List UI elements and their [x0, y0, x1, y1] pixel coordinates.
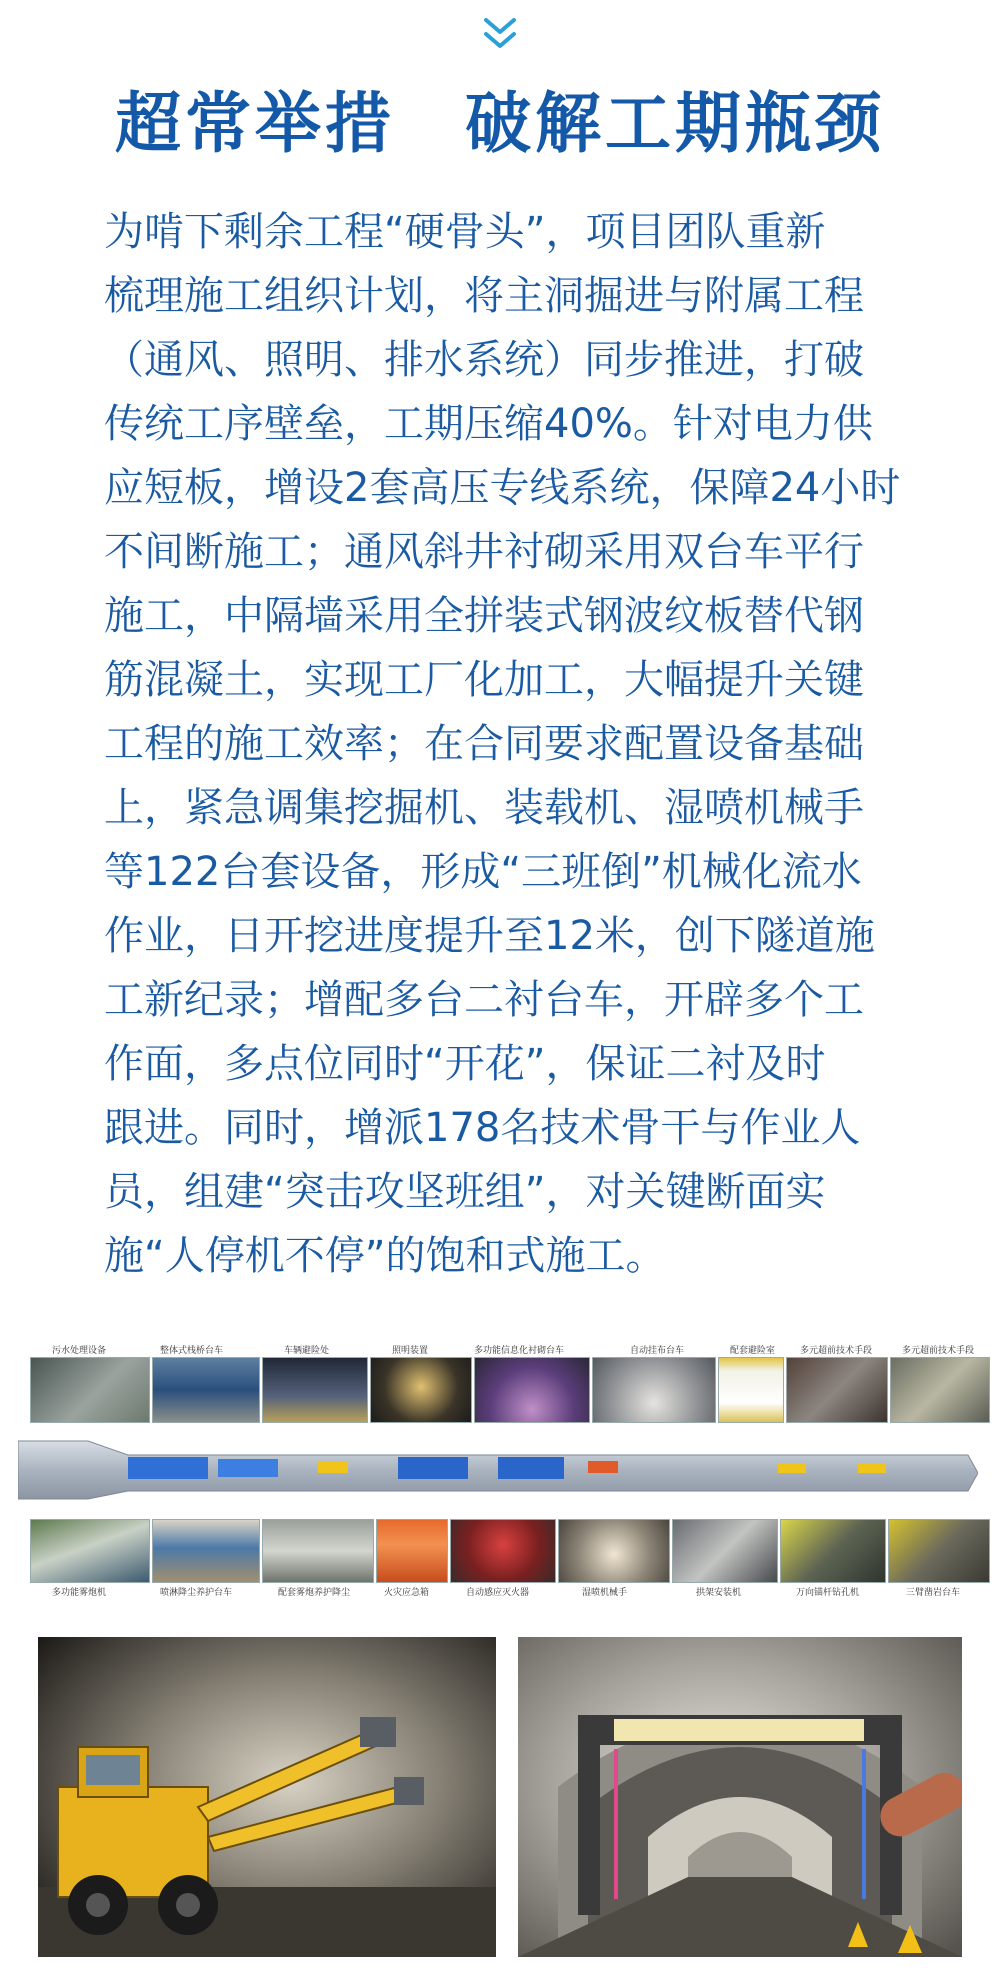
paragraph-line: 工程的施工效率；在合同要求配置设备基础 [104, 721, 864, 767]
diagram-label: 车辆避险处 [284, 1346, 330, 1356]
equipment-photo [888, 1519, 990, 1583]
tunnel-machine-photo [38, 1637, 496, 1957]
diagram-label: 照明装置 [392, 1346, 429, 1356]
equipment-photo [152, 1357, 260, 1423]
diagram-label: 污水处理设备 [52, 1346, 107, 1356]
equipment-photo [786, 1357, 888, 1423]
diagram-label: 配套雾炮养护降尘 [278, 1588, 351, 1598]
equipment-photo [30, 1519, 150, 1583]
equipment-photo [262, 1357, 368, 1423]
paragraph-line: 跟进。同时，增派178名技术骨干与作业人 [104, 1105, 861, 1151]
equipment-photo [592, 1357, 716, 1423]
chevron-down-icon [482, 14, 518, 54]
paragraph-line: 应短板，增设2套高压专线系统，保障24小时 [104, 465, 901, 511]
diagram-label: 拱架安装机 [696, 1588, 742, 1598]
diagram-label: 自动感应灭火器 [466, 1588, 530, 1598]
diagram-label: 万向锚杆钻孔机 [796, 1588, 860, 1598]
paragraph-line: 施工，中隔墙采用全拼装式钢波纹板替代钢 [104, 593, 864, 639]
paragraph-line: 工新纪录；增配多台二衬台车，开辟多个工 [104, 977, 864, 1023]
equipment-photo [890, 1357, 990, 1423]
diagram-label: 多元超前技术手段 [800, 1346, 873, 1356]
paragraph-line: （通风、照明、排水系统）同步推进，打破 [104, 337, 864, 383]
equipment-photo [780, 1519, 886, 1583]
paragraph-line: 上，紧急调集挖掘机、装载机、湿喷机械手 [104, 785, 864, 831]
equipment-diagram [0, 1343, 1000, 1597]
equipment-photo [718, 1357, 784, 1423]
diagram-label: 多元超前技术手段 [902, 1346, 975, 1356]
equipment-photo [370, 1357, 472, 1423]
paragraph-line: 等122台套设备，形成“三班倒”机械化流水 [104, 849, 862, 895]
diagram-label: 湿喷机械手 [582, 1588, 628, 1598]
equipment-photo [262, 1519, 374, 1583]
diagram-label: 多功能雾炮机 [52, 1588, 107, 1598]
paragraph-line: 梳理施工组织计划，将主洞掘进与附属工程 [104, 273, 864, 319]
equipment-photo [558, 1519, 670, 1583]
diagram-label: 整体式栈桥台车 [160, 1346, 224, 1356]
diagram-label: 自动挂布台车 [630, 1346, 685, 1356]
equipment-photo [376, 1519, 448, 1583]
section-title: 超常举措 破解工期瓶颈 [115, 85, 885, 162]
paragraph-line: 作面，多点位同时“开花”，保证二衬及时 [104, 1041, 826, 1087]
diagram-label: 三臂凿岩台车 [906, 1588, 961, 1598]
tunnel-cutaway-illustration [18, 1433, 978, 1503]
paragraph-line: 为啃下剩余工程“硬骨头”，项目团队重新 [104, 209, 826, 255]
equipment-photo [450, 1519, 556, 1583]
paragraph-line: 作业，日开挖进度提升至12米，创下隧道施 [104, 913, 875, 959]
paragraph-line: 传统工序壁垒，工期压缩40%。针对电力供 [104, 401, 873, 447]
paragraph-line: 员，组建“突击攻坚班组”，对关键断面实 [104, 1169, 826, 1215]
diagram-label: 喷淋降尘养护台车 [160, 1588, 233, 1598]
diagram-label: 多功能信息化衬砌台车 [474, 1346, 565, 1356]
lining-trolley-photo [518, 1637, 962, 1957]
paragraph-line: 不间断施工；通风斜井衬砌采用双台车平行 [104, 529, 864, 575]
diagram-label: 火灾应急箱 [384, 1588, 430, 1598]
equipment-photo [474, 1357, 590, 1423]
equipment-photo [30, 1357, 150, 1423]
equipment-photo [672, 1519, 778, 1583]
diagram-label: 配套避险室 [730, 1346, 776, 1356]
paragraph-line: 筋混凝土，实现工厂化加工，大幅提升关键 [104, 657, 864, 703]
paragraph-line: 施“人停机不停”的饱和式施工。 [104, 1233, 666, 1279]
equipment-photo [152, 1519, 260, 1583]
body-paragraph [104, 200, 904, 1288]
